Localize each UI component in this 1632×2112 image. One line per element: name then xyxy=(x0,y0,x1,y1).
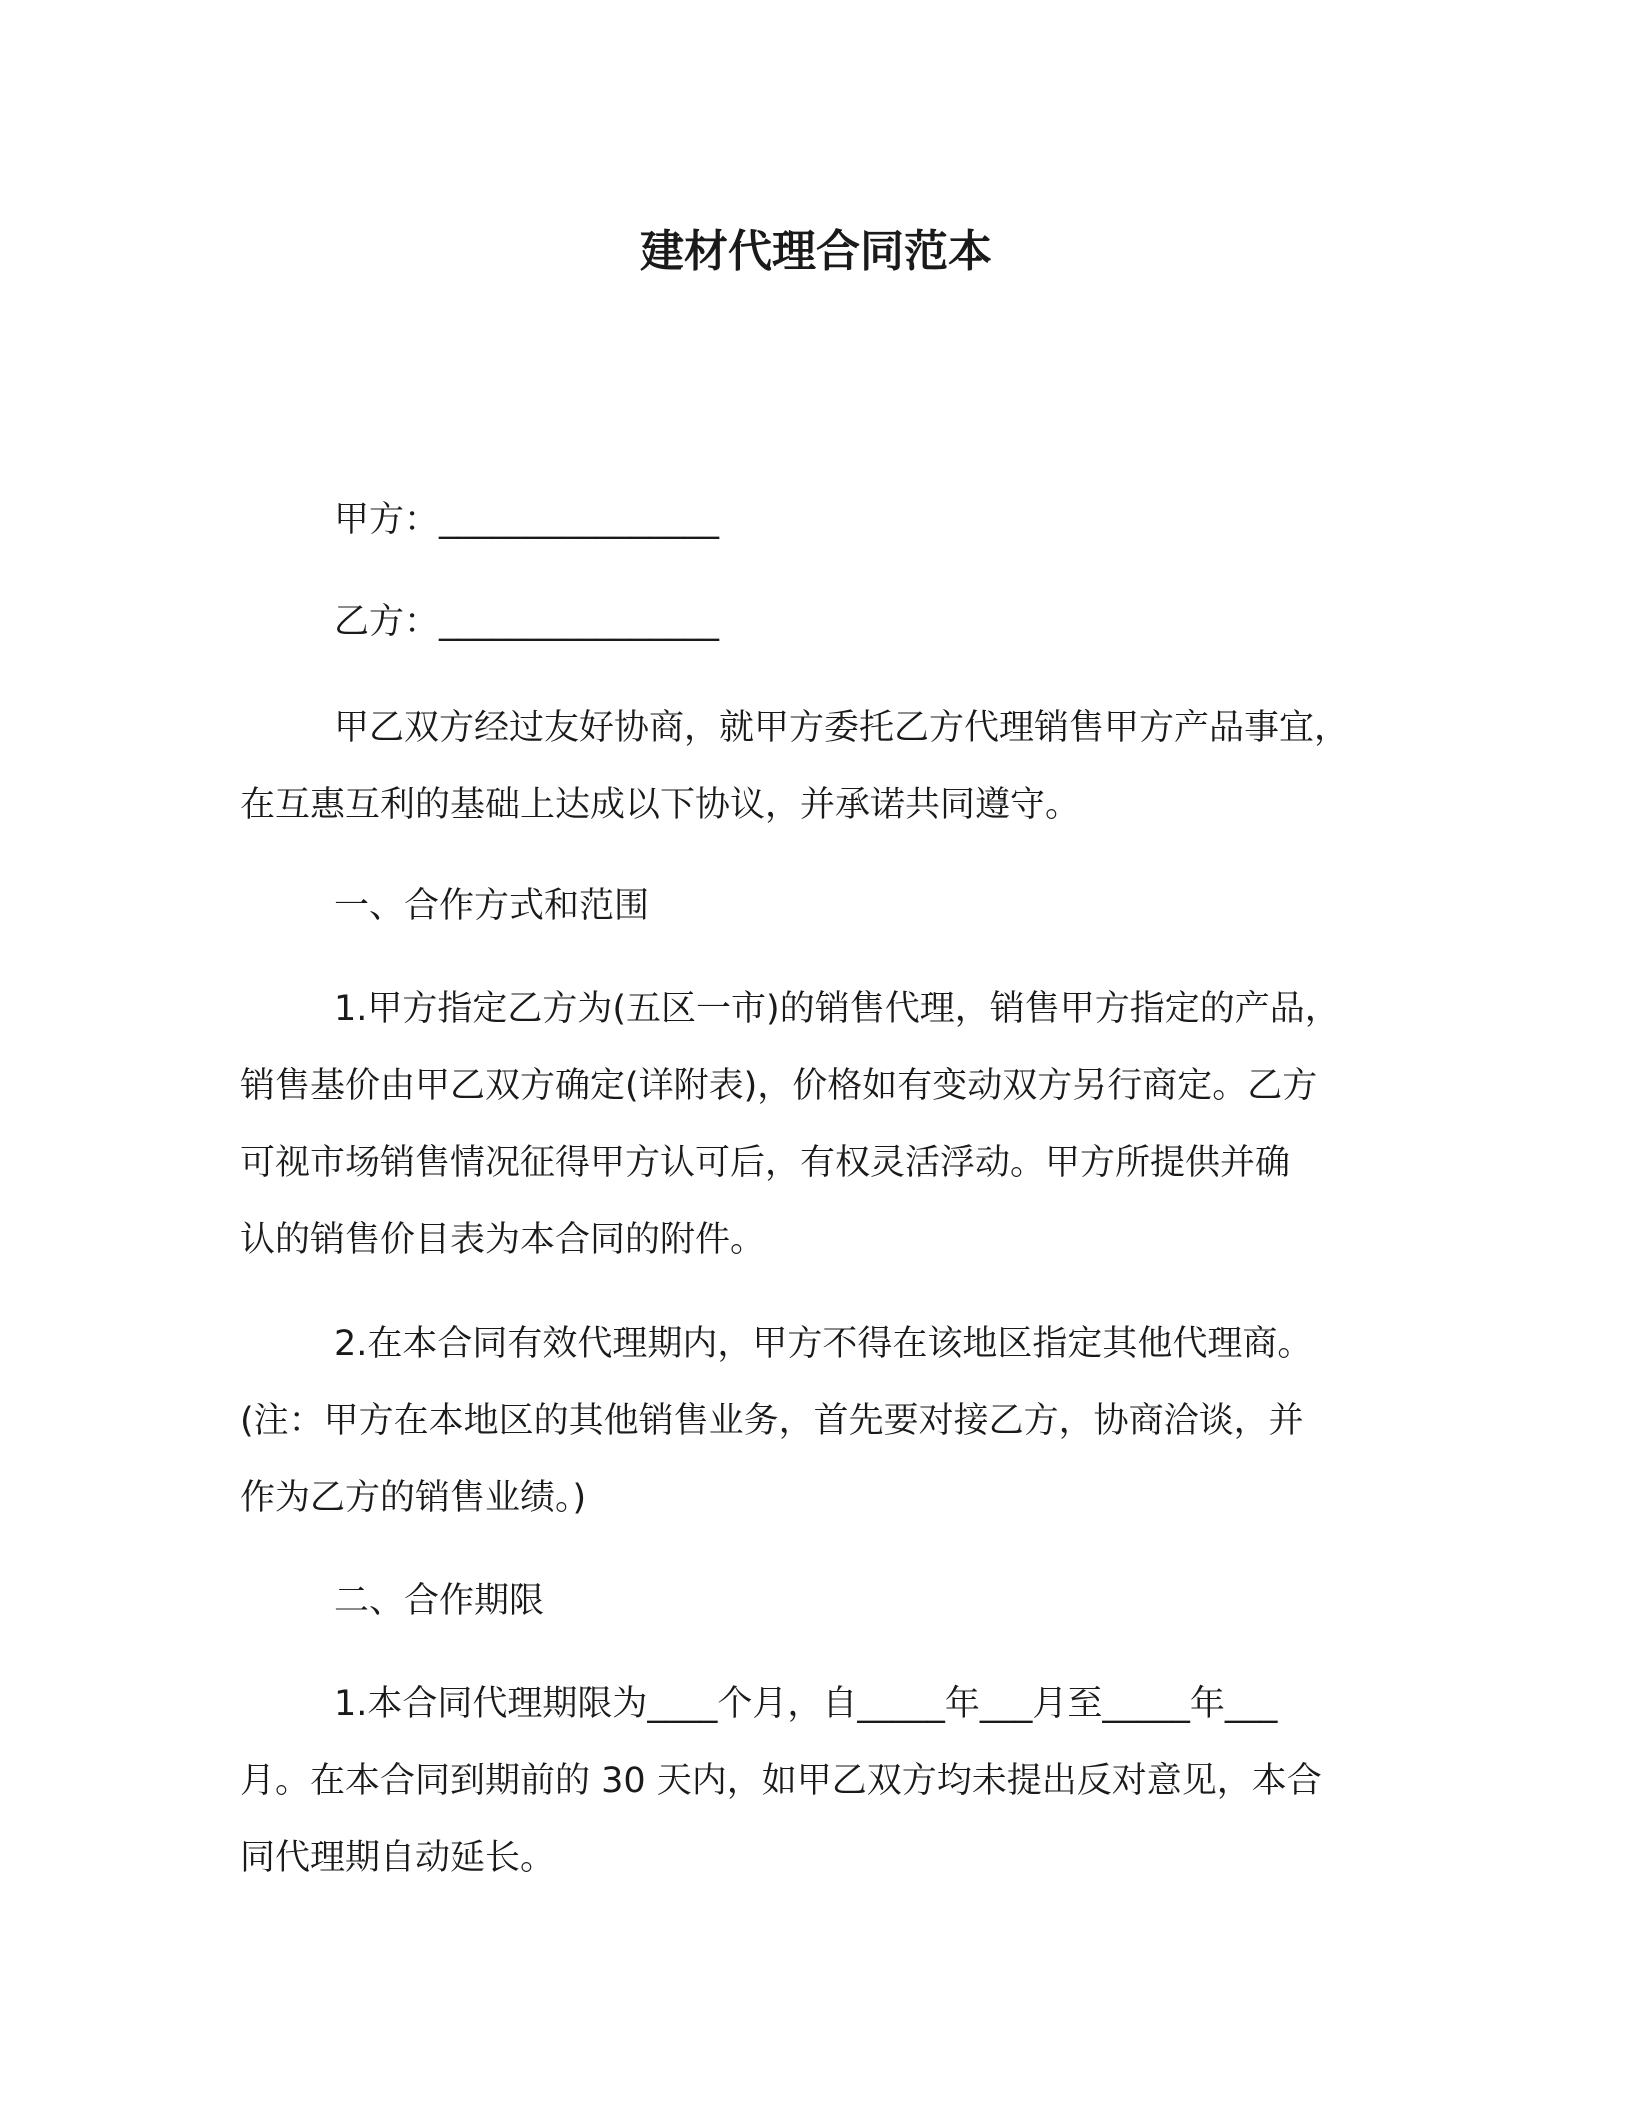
s1p1-line-1: 1.甲方指定乙方为(五区一市)的销售代理，销售甲方指定的产品， xyxy=(334,989,1340,1029)
s1p2-line-2: (注：甲方在本地区的其他销售业务，首先要对接乙方，协商洽谈，并 xyxy=(240,1401,1304,1441)
intro-line-1: 甲乙双方经过友好协商，就甲方委托乙方代理销售甲方产品事宜， xyxy=(334,708,1350,748)
document-title: 建材代理合同范本 xyxy=(640,226,992,277)
intro-line-2: 在互惠互利的基础上达成以下协议，并承诺共同遵守。 xyxy=(240,785,1081,825)
s2p1-line-2: 月。在本合同到期前的 30 天内，如甲乙双方均未提出反对意见，本合 xyxy=(240,1761,1322,1801)
party-b-label: 乙方： xyxy=(334,602,440,642)
section-1-heading: 一、合作方式和范围 xyxy=(334,886,650,926)
party-b-line xyxy=(334,598,1504,646)
s2p1-line-3: 同代理期自动延长。 xyxy=(240,1838,556,1878)
s1p1-line-3: 可视市场销售情况征得甲方认可后，有权灵活浮动。甲方所提供并确 xyxy=(240,1143,1291,1183)
s1p1-line-4: 认的销售价目表为本合同的附件。 xyxy=(240,1220,766,1260)
s1p2-line-1: 2.在本合同有效代理期内，甲方不得在该地区指定其他代理商。 xyxy=(334,1324,1313,1364)
party-a-blank: ________________ xyxy=(439,500,720,540)
party-a-label: 甲方： xyxy=(334,500,440,540)
s1p1-line-2: 销售基价由甲乙双方确定(详附表)，价格如有变动双方另行商定。乙方 xyxy=(240,1066,1318,1106)
s1p2-line-3: 作为乙方的销售业绩。) xyxy=(240,1478,587,1518)
party-a-line xyxy=(334,496,1504,544)
party-b-blank: ________________ xyxy=(439,602,720,642)
section-2-heading: 二、合作期限 xyxy=(334,1581,545,1621)
s2p1-line-1: 1.本合同代理期限为____个月，自_____年___月至_____年___ xyxy=(334,1684,1278,1724)
